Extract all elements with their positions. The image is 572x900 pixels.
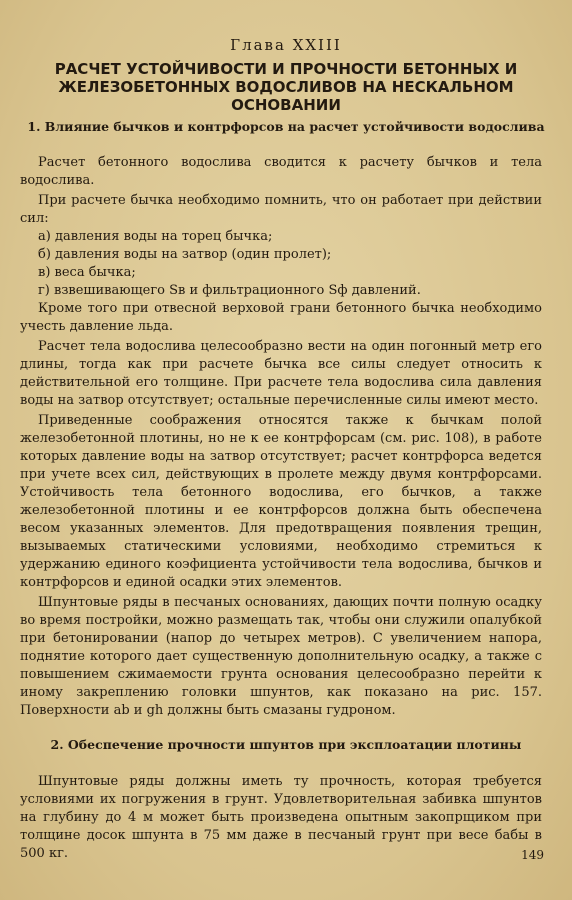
- chapter-heading: Глава XXIII: [230, 36, 342, 54]
- paragraph-forces: При расчете бычка необходимо помнить, что он работает при действии сил:: [20, 193, 542, 226]
- section-1-heading: 1. Влияние бычков и контрфорсов на расчет устойчивости водослива: [27, 119, 545, 134]
- list-item-a: а) давления воды на торец бычка;: [38, 229, 273, 244]
- section-2-heading: 2. Обеспечение прочности шпунтов при эксплоатации плотины: [50, 737, 522, 752]
- paragraph-pile-strength: Шпунтовые ряды должны иметь ту прочность, которая требуется условиями их погружения в грунт. Удовлетворительная забивка шпунтов на глубину до 4 м может быть произведена опытным закопрщиком при толщине досок шпунта в 75 мм даже в песчаный грунт при весе бабы в 500 кг.: [20, 774, 542, 861]
- paragraph-weir-body: Расчет тела водослива целесообразно вести на один погонный метр его длины, тогда как при расчете бычка все силы следует относить к действительной его толщине. При расчете тела водослива сила давления воды на затвор отсутствует; остальные перечисленные силы имеют место.: [20, 339, 542, 408]
- paragraph-intro: Расчет бетонного водослива сводится к расчету бычков и тела водослива.: [20, 155, 542, 188]
- chapter-title: РАСЧЕТ УСТОЙЧИВОСТИ И ПРОЧНОСТИ БЕТОННЫХ И ЖЕЛЕЗОБЕТОННЫХ ВОДОСЛИВОВ НА НЕСКАЛЬНОМ ОСНОВАНИИ: [54, 60, 518, 114]
- page-number: 149: [521, 848, 544, 862]
- list-item-v: в) веса бычка;: [38, 265, 136, 280]
- paragraph-ice: Кроме того при отвесной верховой грани бетонного бычка необходимо учесть давление льда.: [20, 301, 542, 334]
- list-item-b: б) давления воды на затвор (один пролет);: [38, 247, 332, 262]
- paragraph-sheet-piles: Шпунтовые ряды в песчаных основаниях, дающих почти полную осадку во время постройки, можно размещать так, чтобы они служили опалубкой при бетонировании (напор до четырех метров). С увеличением напора, поднятие которого дает существенную дополнительную осадку, а также с повышением сжимаемости грунта основания целесообразно перейти к иному закреплению головки шпунтов, как показано на рис. 157. Поверхности ab и gh должны быть смазаны гудроном.: [20, 595, 542, 718]
- section-2-body: [20, 760, 542, 876]
- paragraph-buttresses: Приведенные соображения относятся также к бычкам полой железобетонной плотины, но не к ее контрфорсам (см. рис. 108), в работе которых давление воды на затвор отсутствует; расчет контрфорса ведется при учете всех сил, действующих в пролете между двумя контрфорсами. Устойчивость тела бетонного водослива, его бычков, а также железобетонной плотины и ее контрфорсов должна быть обеспечена весом указанных элементов. Для предотвращения появления трещин, вызываемых статическими условиями, необходимо стремиться к удержанию единого коэфициента устойчивости тела водослива, бычков и контрфорсов и единой осадки этих элементов.: [20, 413, 542, 590]
- list-item-g: г) взвешивающего Sв и фильтрационного Sф давлений.: [38, 283, 421, 298]
- section-1-body: [20, 154, 542, 720]
